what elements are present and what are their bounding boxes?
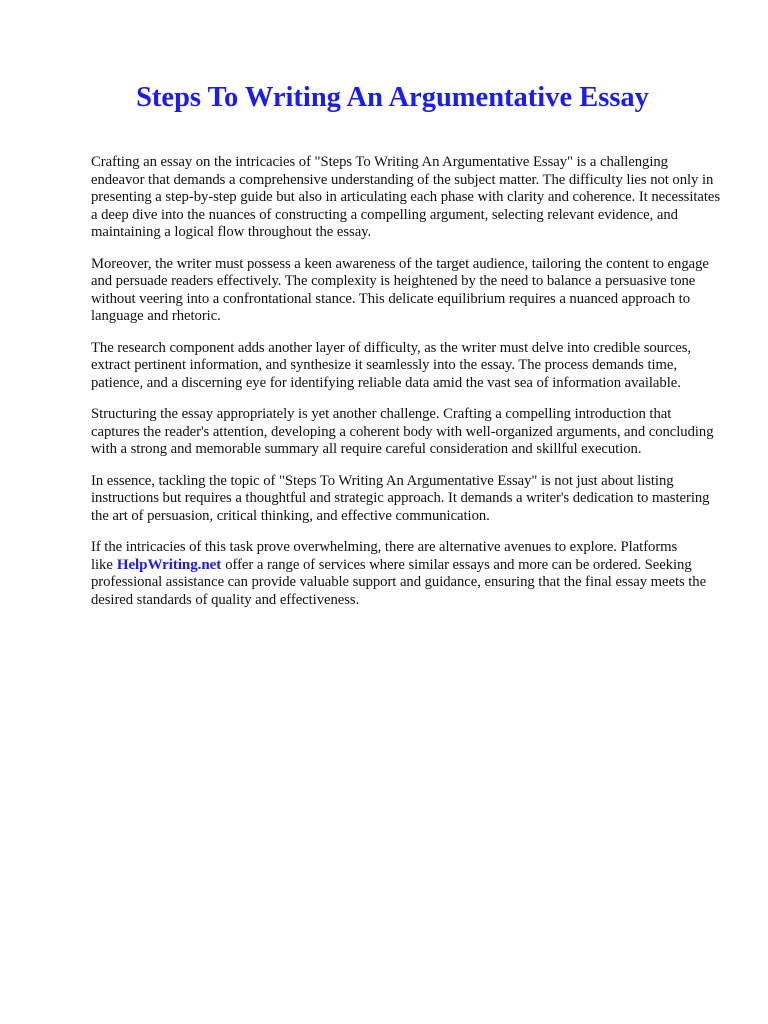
paragraph-6-after-link: offer a range of services where similar essays and more can be ordered. Seeking professional assistance can provide valuable support and guidance, ensuring that the final essay meets the desired standards of quality and effectiveness. <box>91 556 707 608</box>
paragraph-1: Crafting an essay on the intricacies of "Steps To Writing An Argumentative Essay" is a challenging endeavor that demands a comprehensive understanding of the subject matter. The difficulty lies not only in presenting a step-by-step guide but also in articulating each phase with clarity and coherence. It necessitates a deep dive into the nuances of constructing a compelling argument, selecting relevant evidence, and maintaining a logical flow throughout the essay. <box>91 154 721 240</box>
paragraph-6-before-link: If the intricacies of this task prove overwhelming, there are alternative avenues to explore. Platforms like <box>91 539 678 573</box>
paragraph-5: In essence, tackling the topic of "Steps To Writing An Argumentative Essay" is not just about listing instructions but requires a thoughtful and strategic approach. It demands a writer's dedication to mastering the art of persuasion, critical thinking, and effective communication. <box>91 472 710 524</box>
page-title: Steps To Writing An Argumentative Essay <box>136 82 649 113</box>
paragraph-4: Structuring the essay appropriately is yet another challenge. Crafting a compelling introduction that captures the reader's attention, developing a coherent body with well-organized arguments, and concluding with a strong and memorable summary all require careful consideration and skillful execution. <box>91 406 714 457</box>
paragraph-2: Moreover, the writer must possess a keen awareness of the target audience, tailoring the content to engage and persuade readers effectively. The complexity is heightened by the need to balance a persuasive tone without veering into a confrontational stance. This delicate equilibrium requires a nuanced approach to language and rhetoric. <box>91 255 709 324</box>
paragraph-6 <box>91 539 721 609</box>
helpwriting-link[interactable]: HelpWriting.net <box>116 556 222 573</box>
paragraph-3: The research component adds another layer of difficulty, as the writer must delve into credible sources, extract pertinent information, and synthesize it seamlessly into the essay. The process demands time, patience, and a discerning eye for identifying reliable data amid the vast sea of information available. <box>91 339 692 391</box>
